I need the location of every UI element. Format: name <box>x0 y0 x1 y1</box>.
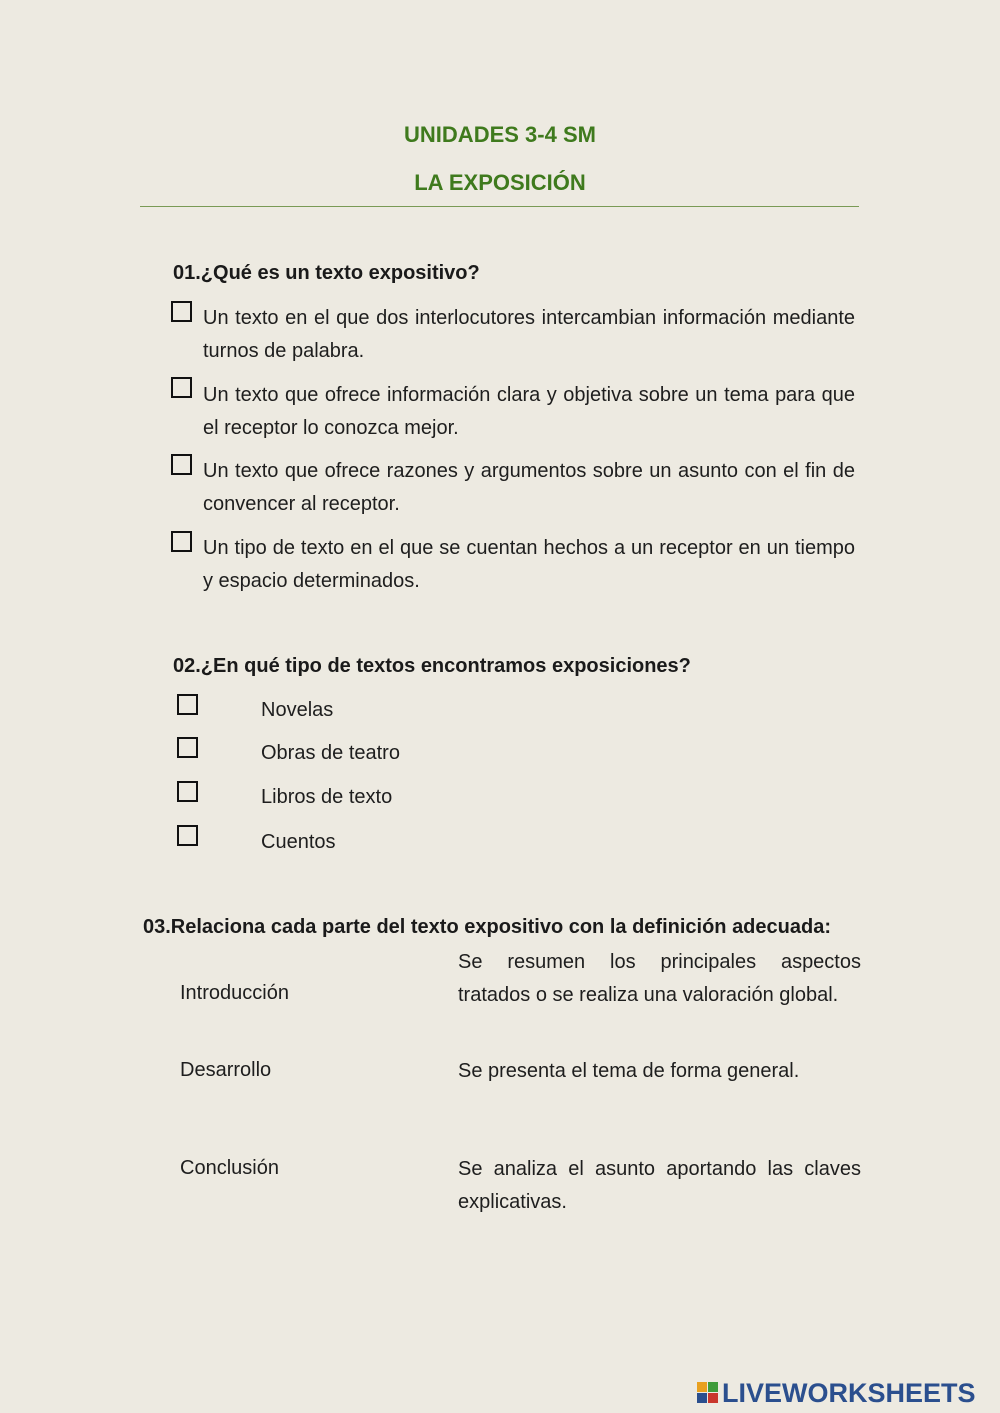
q1-option-2-text: Un texto que ofrece información clara y objetiva sobre un tema para que el receptor lo conozca mejor. <box>203 384 855 439</box>
question-1-title: 01.¿Qué es un texto expositivo? <box>173 262 480 284</box>
q2-option-4-checkbox[interactable] <box>177 825 198 846</box>
q3-definition-1[interactable]: Se resumen los principales aspectos tratados o se realiza una valoración global. <box>458 951 861 1006</box>
q2-option-1-checkbox[interactable] <box>177 694 198 715</box>
q3-definition-2[interactable]: Se presenta el tema de forma general. <box>458 1060 800 1082</box>
q1-option-1-checkbox[interactable] <box>171 301 192 322</box>
q3-term-introduccion[interactable]: Introducción <box>180 982 289 1004</box>
q1-option-4-checkbox[interactable] <box>171 531 192 552</box>
q1-option-3-text: Un texto que ofrece razones y argumentos sobre un asunto con el fin de convencer al receptor. <box>203 460 855 515</box>
question-3-title: 03.Relaciona cada parte del texto expositivo con la definición adecuada: <box>143 916 831 938</box>
q2-option-2-checkbox[interactable] <box>177 737 198 758</box>
q2-option-3-checkbox[interactable] <box>177 781 198 802</box>
liveworksheets-brand-text: LIVEWORKSHEETS <box>722 1377 976 1408</box>
question-2-title: 02.¿En qué tipo de textos encontramos exposiciones? <box>173 655 691 677</box>
q1-option-1-text: Un texto en el que dos interlocutores intercambian información mediante turnos de palabra. <box>203 307 855 362</box>
q2-option-3-text: Libros de texto <box>261 786 393 808</box>
q1-option-4-text: Un tipo de texto en el que se cuentan hechos a un receptor en un tiempo y espacio determinados. <box>203 537 855 592</box>
q1-option-2-checkbox[interactable] <box>171 377 192 398</box>
title-divider <box>140 206 859 207</box>
liveworksheets-logo-icon <box>697 1382 719 1404</box>
q1-option-3-checkbox[interactable] <box>171 454 192 475</box>
q2-option-1-text: Novelas <box>261 699 334 721</box>
q2-option-2-text: Obras de teatro <box>261 742 400 764</box>
q3-term-desarrollo[interactable]: Desarrollo <box>180 1059 272 1081</box>
q3-term-conclusion[interactable]: Conclusión <box>180 1157 279 1179</box>
page-title: UNIDADES 3-4 SM <box>404 122 596 147</box>
liveworksheets-logo <box>697 1378 976 1408</box>
page-subtitle: LA EXPOSICIÓN <box>414 170 586 195</box>
q3-definition-3[interactable]: Se analiza el asunto aportando las claves explicativas. <box>458 1158 861 1213</box>
q2-option-4-text: Cuentos <box>261 831 336 853</box>
